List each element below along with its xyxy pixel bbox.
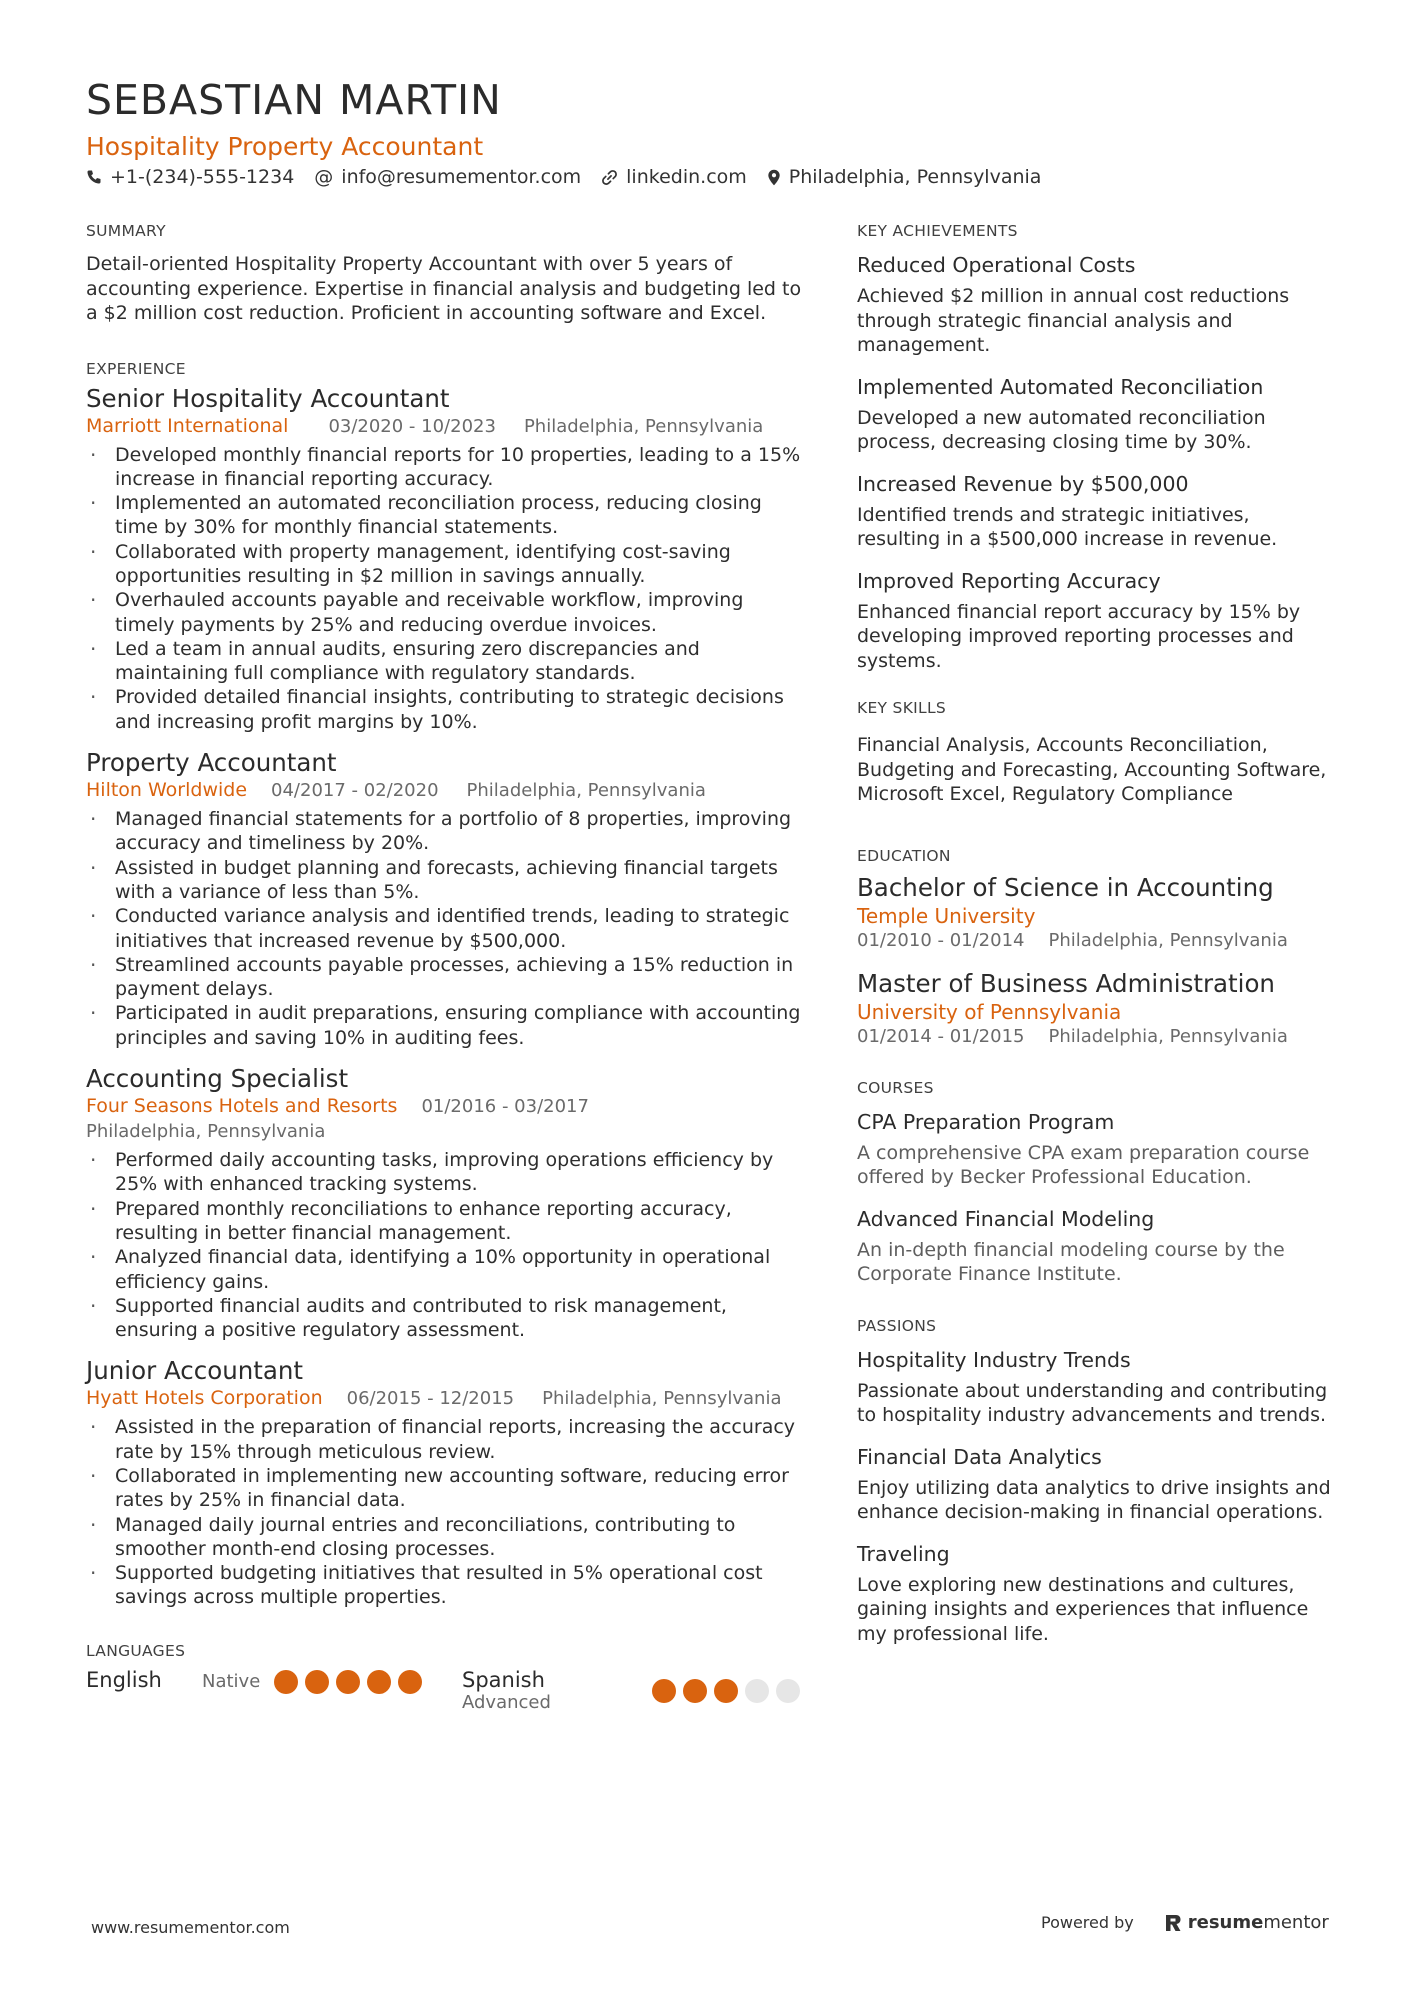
left-column [86, 222, 806, 1713]
skills-section [857, 699, 1337, 807]
link-icon [601, 169, 618, 186]
job-bullet: · Participated in audit preparations, ensuring compliance with accounting principles and saving 10% in auditing fees. [86, 1001, 806, 1050]
job-meta [86, 414, 806, 439]
job-dates: 06/2015 - 12/2015 [346, 1388, 515, 1410]
at-icon: @ [314, 166, 334, 188]
summary-text: Detail-oriented Hospitality Property Accountant with over 5 years of accounting experience. Expertise in financial analysis and budgeting led to a $2 million cost reduction. Proficient in accounting software and Excel. [86, 253, 802, 324]
linkedin-text[interactable]: linkedin.com [626, 166, 747, 188]
education-heading: EDUCATION [857, 846, 951, 865]
achievement-text: Identified trends and strategic initiatives, resulting in a $500,000 increase in revenue. [857, 503, 1278, 550]
education-degree: Bachelor of Science in Accounting [857, 872, 1274, 902]
job-bullet: · Developed monthly financial reports for 10 properties, leading to a 15% increase in financial reporting accuracy. [86, 443, 806, 492]
education-item [857, 969, 1337, 1049]
job-bullet: · Supported budgeting initiatives that resulted in 5% operational cost savings across multiple properties. [86, 1561, 806, 1610]
achievements-section [857, 222, 1337, 673]
job-bullet: · Led a team in annual audits, ensuring zero discrepancies and maintaining full compliance with regulatory standards. [86, 637, 806, 686]
brand-name [1188, 1912, 1329, 1933]
courses-heading: COURSES [857, 1078, 934, 1097]
job-title: Senior Hospitality Accountant [86, 383, 450, 413]
achievement-title: Improved Reporting Accuracy [857, 568, 1161, 593]
job-company: Hilton Worldwide [86, 779, 248, 802]
rating-dot-filled [305, 1670, 329, 1694]
job-entry [86, 1356, 806, 1609]
languages-row [86, 1668, 806, 1713]
footer-branding [1041, 1912, 1329, 1933]
rating-dot-filled [274, 1670, 298, 1694]
job-company: Hyatt Hotels Corporation [86, 1387, 323, 1410]
language-name: Spanish [462, 1667, 545, 1692]
job-bullet: · Analyzed financial data, identifying a 10% opportunity in operational efficiency gains. [86, 1245, 806, 1294]
passions-heading: PASSIONS [857, 1316, 937, 1335]
job-bullet: · Prepared monthly reconciliations to enhance reporting accuracy, resulting in better financial management. [86, 1197, 806, 1246]
brand-bold: resume [1187, 1912, 1264, 1933]
job-meta [86, 1094, 806, 1119]
course-item [857, 1109, 1337, 1190]
job-location: Philadelphia, Pennsylvania [466, 780, 706, 802]
rating-dot-filled [714, 1679, 738, 1703]
education-item [857, 873, 1337, 953]
languages-section [86, 1642, 806, 1713]
achievement-text: Enhanced financial report accuracy by 15% by developing improved reporting processes and systems. [857, 600, 1301, 672]
language-english [86, 1668, 462, 1694]
job-bullet: · Supported financial audits and contributed to risk management, ensuring a positive regulatory assessment. [86, 1294, 806, 1343]
achievement-item [857, 568, 1337, 674]
course-title: Advanced Financial Modeling [857, 1206, 1155, 1231]
resumementor-logo[interactable] [1164, 1912, 1329, 1933]
achievement-item [857, 471, 1337, 552]
job-bullet: · Streamlined accounts payable processes, achieving a 15% reduction in payment delays. [86, 953, 806, 1002]
education-school: University of Pennsylvania [857, 999, 1122, 1024]
achievement-title: Reduced Operational Costs [857, 253, 1136, 277]
job-bullets [86, 1415, 806, 1609]
job-dates: 03/2020 - 10/2023 [328, 415, 496, 437]
passion-text: Passionate about understanding and contributing to hospitality industry advancements and trends. [857, 1379, 1328, 1426]
achievement-title: Implemented Automated Reconciliation [857, 374, 1264, 399]
courses-section [857, 1079, 1337, 1287]
education-location: Philadelphia, Pennsylvania [1048, 929, 1288, 951]
summary-section [86, 222, 806, 326]
job-bullet: · Provided detailed financial insights, contributing to strategic decisions and increasing profit margins by 10%. [86, 685, 806, 734]
job-meta-location [86, 1119, 806, 1144]
job-location: Philadelphia, Pennsylvania [523, 415, 764, 437]
job-meta [86, 778, 806, 803]
job-company: Marriott International [86, 414, 289, 437]
contact-bar [86, 166, 1041, 188]
language-level: Advanced [462, 1691, 551, 1713]
job-bullet: · Conducted variance analysis and identified trends, leading to strategic initiatives that increased revenue by $500,000. [86, 904, 806, 953]
location-text: Philadelphia, Pennsylvania [788, 166, 1042, 188]
rating-dot-empty [776, 1679, 800, 1703]
phone-icon [86, 169, 102, 185]
candidate-title: Hospitality Property Accountant [86, 132, 484, 161]
language-name: English [86, 1667, 162, 1692]
experience-section [86, 360, 806, 1610]
education-school: Temple University [857, 903, 1036, 928]
achievement-title: Increased Revenue by $500,000 [857, 471, 1189, 496]
achievement-text: Achieved $2 million in annual cost reductions through strategic financial analysis and management. [857, 285, 1290, 356]
passion-text: Enjoy utilizing data analytics to drive insights and enhance decision-making in financial operations. [857, 1476, 1331, 1523]
rating-dot-filled [652, 1679, 676, 1703]
job-entry [86, 384, 806, 735]
job-bullet: · Implemented an automated reconciliation process, reducing closing time by 30% for monthly financial statements. [86, 491, 806, 540]
job-bullet: · Collaborated in implementing new accounting software, reducing error rates by 25% in financial data. [86, 1464, 806, 1513]
experience-heading: EXPERIENCE [86, 359, 186, 378]
job-bullet: · Managed daily journal entries and reconciliations, contributing to smoother month-end closing processes. [86, 1513, 806, 1562]
education-location: Philadelphia, Pennsylvania [1048, 1025, 1288, 1047]
education-section [857, 847, 1337, 1049]
course-item [857, 1206, 1337, 1287]
achievement-item [857, 252, 1337, 358]
rating-dot-empty [745, 1679, 769, 1703]
achievements-heading: KEY ACHIEVEMENTS [857, 222, 1018, 240]
language-rating [652, 1668, 800, 1713]
language-spanish [462, 1668, 802, 1713]
job-title: Property Accountant [86, 748, 337, 778]
passion-item [857, 1541, 1337, 1647]
achievement-item [857, 374, 1337, 455]
job-title: Junior Accountant [86, 1356, 304, 1386]
course-text: A comprehensive CPA exam preparation course offered by Becker Professional Education. [857, 1141, 1310, 1188]
passions-section [857, 1317, 1337, 1647]
education-dates: 01/2014 - 01/2015 [857, 1025, 1025, 1047]
job-meta [86, 1386, 806, 1411]
job-company: Four Seasons Hotels and Resorts [86, 1095, 398, 1118]
education-meta [857, 929, 1337, 953]
job-dates: 04/2017 - 02/2020 [271, 780, 439, 802]
passion-item [857, 1444, 1337, 1525]
course-text: An in-depth financial modeling course by the Corporate Finance Institute. [857, 1238, 1285, 1285]
job-location: Philadelphia, Pennsylvania [86, 1121, 326, 1143]
passion-title: Hospitality Industry Trends [857, 1347, 1131, 1372]
job-bullets [86, 807, 806, 1050]
job-entry [86, 1064, 806, 1342]
job-bullet: · Collaborated with property management, identifying cost-saving opportunities resulting in $2 million in savings annually. [86, 540, 806, 589]
passion-text: Love exploring new destinations and cultures, gaining insights and experiences that influence my professional life. [857, 1573, 1309, 1645]
phone-text: +1-(234)-555-1234 [110, 166, 295, 188]
course-title: CPA Preparation Program [857, 1109, 1115, 1134]
location-pin-icon [767, 169, 781, 186]
language-rating [274, 1668, 422, 1694]
contact-location [767, 166, 1042, 188]
rating-dot-filled [336, 1670, 360, 1694]
education-meta [857, 1025, 1337, 1049]
languages-heading: LANGUAGES [86, 1641, 186, 1660]
job-title: Accounting Specialist [86, 1064, 349, 1094]
right-column [857, 222, 1337, 1662]
powered-by-text: Powered by [1041, 1913, 1134, 1932]
brand-light: mentor [1263, 1912, 1329, 1933]
summary-heading: SUMMARY [86, 222, 166, 240]
job-location: Philadelphia, Pennsylvania [542, 1388, 782, 1410]
achievement-text: Developed a new automated reconciliation process, decreasing closing time by 30%. [857, 406, 1266, 453]
rating-dot-filled [683, 1679, 707, 1703]
passion-title: Traveling [857, 1541, 950, 1566]
contact-phone [86, 166, 294, 188]
skills-heading: KEY SKILLS [857, 699, 947, 717]
education-dates: 01/2010 - 01/2014 [857, 929, 1025, 951]
passion-item [857, 1347, 1337, 1428]
contact-linkedin[interactable] [601, 166, 747, 188]
job-bullet: · Overhauled accounts payable and receivable workflow, improving timely payments by 25% and reducing overdue invoices. [86, 588, 806, 637]
job-bullet: · Assisted in budget planning and forecasts, achieving financial targets with a variance of less than 5%. [86, 856, 806, 905]
job-dates: 01/2016 - 03/2017 [421, 1096, 589, 1118]
rating-dot-filled [367, 1670, 391, 1694]
job-bullets [86, 443, 806, 735]
language-level: Native [202, 1670, 261, 1692]
resumementor-logo-icon [1164, 1914, 1182, 1932]
skills-text: Financial Analysis, Accounts Reconciliation, Budgeting and Forecasting, Accounting Software, Microsoft Excel, Regulatory Compliance [857, 734, 1327, 805]
rating-dot-filled [398, 1670, 422, 1694]
job-bullet: · Managed financial statements for a portfolio of 8 properties, improving accuracy and timeliness by 20%. [86, 807, 806, 856]
job-bullet: · Assisted in the preparation of financial reports, increasing the accuracy rate by 15% through meticulous review. [86, 1415, 806, 1464]
job-bullets [86, 1148, 806, 1342]
passion-title: Financial Data Analytics [857, 1444, 1102, 1469]
email-text[interactable]: info@resumementor.com [341, 166, 582, 188]
contact-email[interactable] [314, 166, 581, 188]
job-bullet: · Performed daily accounting tasks, improving operations efficiency by 25% with enhanced tracking systems. [86, 1148, 806, 1197]
job-entry [86, 748, 806, 1050]
education-degree: Master of Business Administration [857, 968, 1275, 998]
footer-website[interactable]: www.resumementor.com [91, 1918, 290, 1937]
candidate-name: SEBASTIAN MARTIN [86, 76, 502, 124]
